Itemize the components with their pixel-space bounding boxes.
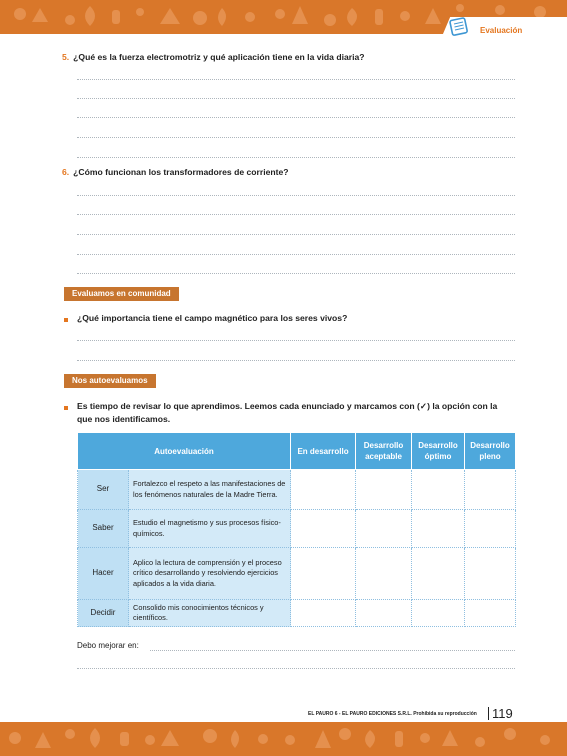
checkbox-cell[interactable]: [356, 600, 412, 627]
statement-cell: Fortalezco el respeto a las manifestaciones de los fenómenos naturales de la Madre Tierra.: [129, 470, 291, 510]
question-6: [62, 167, 289, 177]
community-section-label: Evaluamos en comunidad: [64, 287, 179, 301]
checkbox-cell[interactable]: [412, 600, 465, 627]
footer-decorative-band: [0, 722, 567, 756]
checkbox-cell[interactable]: [291, 510, 356, 548]
tribal-pattern-footer: [0, 722, 567, 756]
answer-line[interactable]: [77, 273, 515, 274]
answer-line[interactable]: [77, 340, 515, 341]
table-row: [78, 600, 516, 627]
checkbox-cell[interactable]: [412, 470, 465, 510]
answer-line[interactable]: [77, 137, 515, 138]
dimension-cell: Ser: [78, 470, 129, 510]
instruction-line: que nos identificamos.: [77, 414, 171, 424]
answer-line[interactable]: [77, 214, 515, 215]
answer-line[interactable]: [150, 650, 515, 651]
section-title: Evaluación: [480, 26, 523, 35]
checkbox-cell[interactable]: [291, 600, 356, 627]
table-header-row: [78, 433, 516, 470]
checkbox-cell[interactable]: [465, 600, 516, 627]
community-question: ¿Qué importancia tiene el campo magnético para los seres vivos?: [77, 313, 348, 323]
column-header: Desarrollo pleno: [465, 433, 516, 470]
answer-line[interactable]: [77, 98, 515, 99]
table-row: [78, 470, 516, 510]
bullet-icon: [64, 406, 68, 410]
footer-credit: EL PAURO 6 - EL PAURO EDICIONES S.R.L. Prohibida su reproducción: [308, 711, 477, 717]
checkbox-cell[interactable]: [465, 548, 516, 600]
checkbox-cell[interactable]: [465, 470, 516, 510]
self-evaluation-table: [77, 432, 516, 627]
evaluation-notepad-icon: [448, 15, 470, 37]
checkbox-cell[interactable]: [291, 548, 356, 600]
dimension-cell: Saber: [78, 510, 129, 548]
question-number: 5.: [62, 52, 70, 62]
instruction-line: Es tiempo de revisar lo que aprendimos. Leemos cada enunciado y marcamos con (✓) la opción con la: [77, 401, 498, 411]
bullet-icon: [64, 318, 68, 322]
checkbox-cell[interactable]: [356, 510, 412, 548]
answer-line[interactable]: [77, 254, 515, 255]
self-eval-instruction: [77, 400, 497, 426]
answer-line[interactable]: [77, 79, 515, 80]
answer-line[interactable]: [77, 234, 515, 235]
answer-line[interactable]: [77, 117, 515, 118]
answer-line[interactable]: [77, 360, 515, 361]
question-number: 6.: [62, 167, 70, 177]
improve-label: Debo mejorar en:: [77, 641, 139, 650]
table-row: [78, 510, 516, 548]
answer-line[interactable]: [77, 195, 515, 196]
checkbox-cell[interactable]: [412, 548, 465, 600]
statement-cell: Aplico la lectura de comprensión y el proceso crítico desarrollando y resolviendo ejercicios aplicados a la vida diaria.: [129, 548, 291, 600]
answer-line[interactable]: [77, 668, 515, 669]
column-header: En desarrollo: [291, 433, 356, 470]
checkbox-cell[interactable]: [356, 548, 412, 600]
statement-cell: Estudio el magnetismo y sus procesos físico-químicos.: [129, 510, 291, 548]
column-header: Desarrollo óptimo: [412, 433, 465, 470]
statement-cell: Consolido mis conocimientos técnicos y científicos.: [129, 600, 291, 627]
question-5: [62, 52, 365, 62]
column-header: Desarrollo aceptable: [356, 433, 412, 470]
page-number: 119: [488, 707, 513, 720]
question-text: ¿Cómo funcionan los transformadores de corriente?: [73, 167, 289, 177]
checkbox-cell[interactable]: [291, 470, 356, 510]
answer-line[interactable]: [77, 157, 515, 158]
table-row: [78, 548, 516, 600]
checkbox-cell[interactable]: [356, 470, 412, 510]
question-text: ¿Qué es la fuerza electromotriz y qué aplicación tiene en la vida diaria?: [73, 52, 365, 62]
checkbox-cell[interactable]: [465, 510, 516, 548]
checkbox-cell[interactable]: [412, 510, 465, 548]
self-eval-section-label: Nos autoevaluamos: [64, 374, 156, 388]
column-header: Autoevaluación: [78, 433, 291, 470]
dimension-cell: Decidir: [78, 600, 129, 627]
dimension-cell: Hacer: [78, 548, 129, 600]
